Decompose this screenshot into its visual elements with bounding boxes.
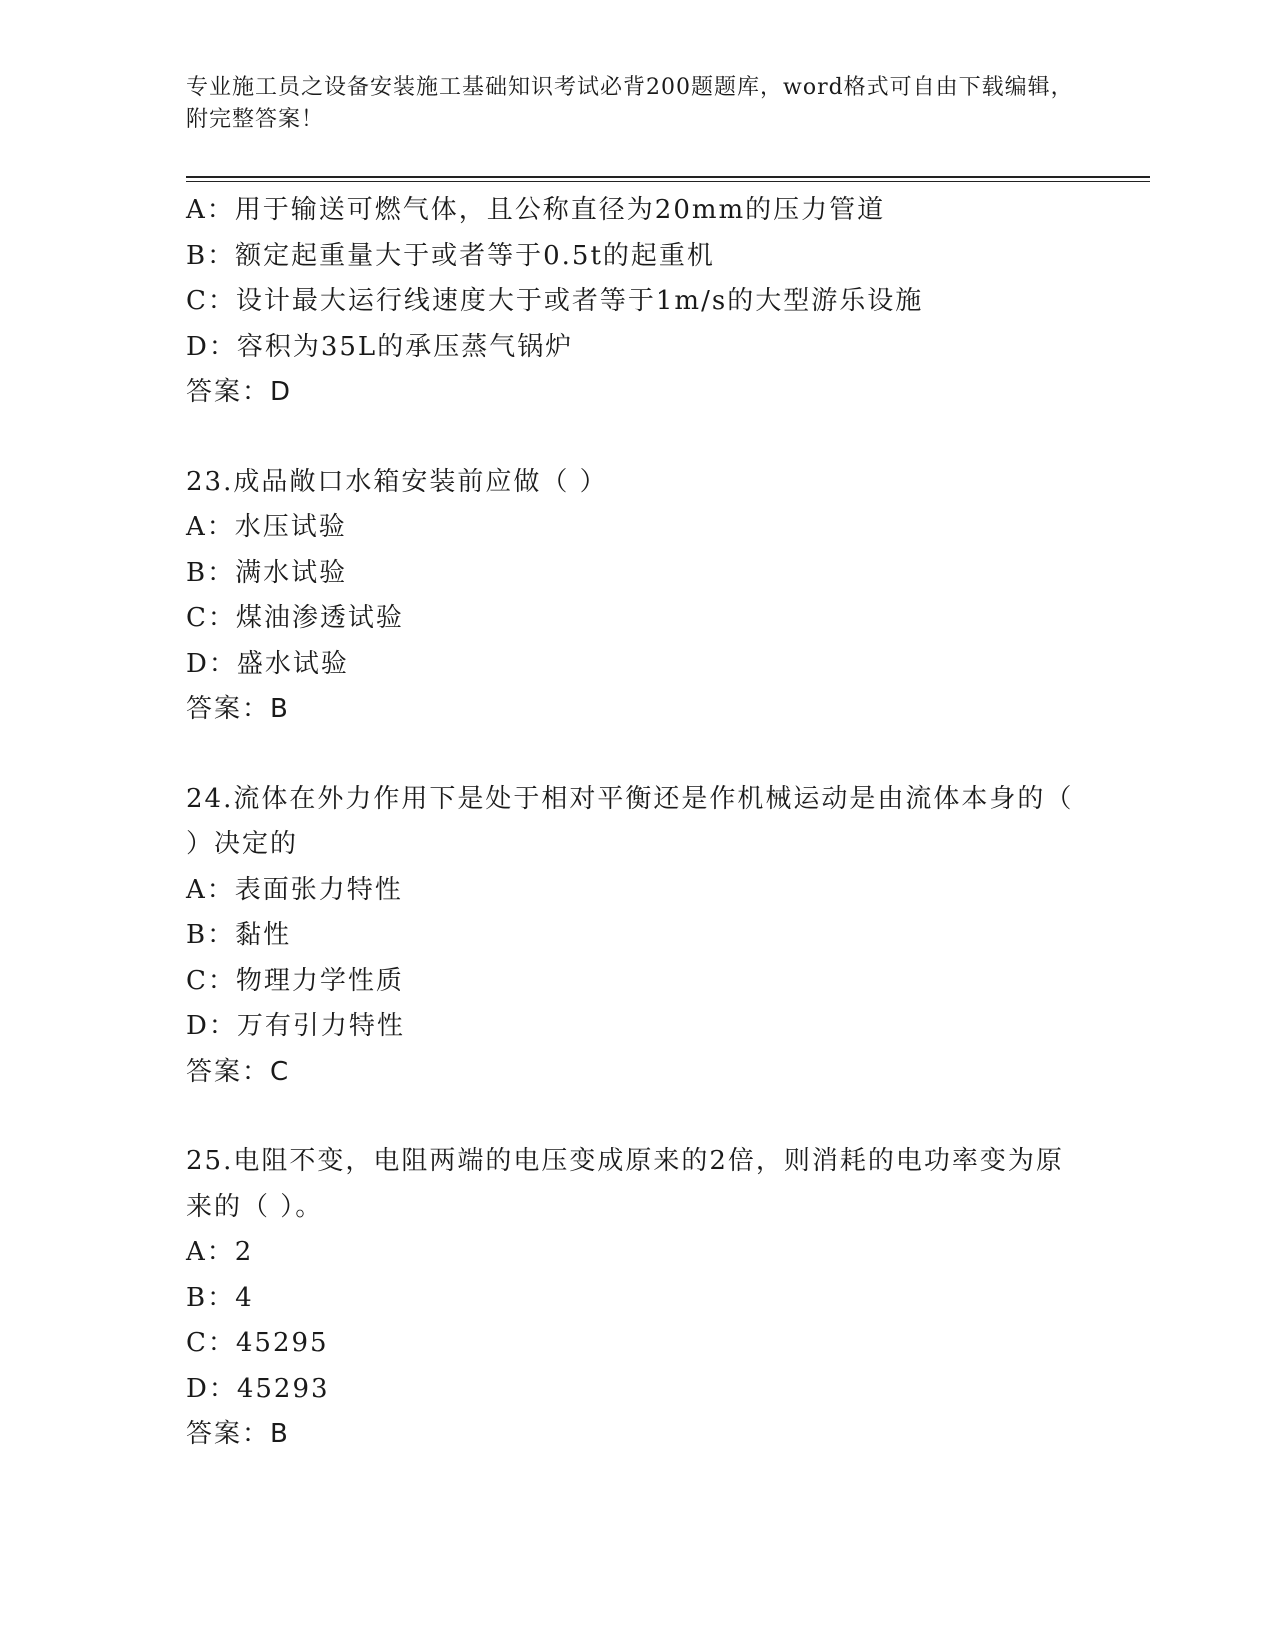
question-stem: 25.电阻不变，电阻两端的电压变成原来的2倍，则消耗的电功率变为原来的（ ）。 [186,1146,1064,1222]
option-c: C：物理力学性质 [186,965,404,996]
spacer [186,416,1136,460]
option-c: C：煤油渗透试验 [186,603,404,633]
option-c: C：45295 [186,1328,329,1358]
option-d: D：45293 [186,1373,330,1404]
option-a: A：用于输送可燃气体，且公称直径为20mm的压力管道 [186,195,886,225]
question-block-24 [186,777,1136,1096]
question-list [186,188,1136,1458]
question-stem: 23.成品敞口水箱安装前应做（ ） [186,466,608,497]
option-b: B：黏性 [186,920,292,950]
document-header: 专业施工员之设备安装施工基础知识考试必背200题题库，word格式可自由下载编辑，附完整答案！ [186,75,1074,132]
header-divider-thick [186,176,1150,178]
question-block-25 [186,1139,1136,1458]
answer-line: 答案：B [186,1419,290,1449]
answer-line: 答案：B [186,694,290,724]
option-a: A：水压试验 [186,512,347,542]
option-b: B：4 [186,1282,254,1313]
option-d: D：万有引力特性 [186,1011,405,1041]
answer-line: 答案：D [186,377,293,407]
header-divider-thin [186,181,1150,182]
question-block-prev [186,188,1136,416]
option-d: D：容积为35L的承压蒸气锅炉 [186,331,574,362]
option-d: D：盛水试验 [186,648,349,679]
question-block-23 [186,460,1136,733]
answer-line: 答案：C [186,1056,291,1087]
option-b: B：额定起重量大于或者等于0.5t的起重机 [186,240,715,271]
spacer [186,1095,1136,1139]
option-c: C：设计最大运行线速度大于或者等于1m/s的大型游乐设施 [186,286,924,316]
spacer [186,733,1136,777]
option-b: B：满水试验 [186,557,348,588]
option-a: A：表面张力特性 [186,874,403,905]
option-a: A：2 [186,1237,254,1267]
question-stem: 24.流体在外力作用下是处于相对平衡还是作机械运动是由流体本身的（ ）决定的 [186,783,1074,859]
